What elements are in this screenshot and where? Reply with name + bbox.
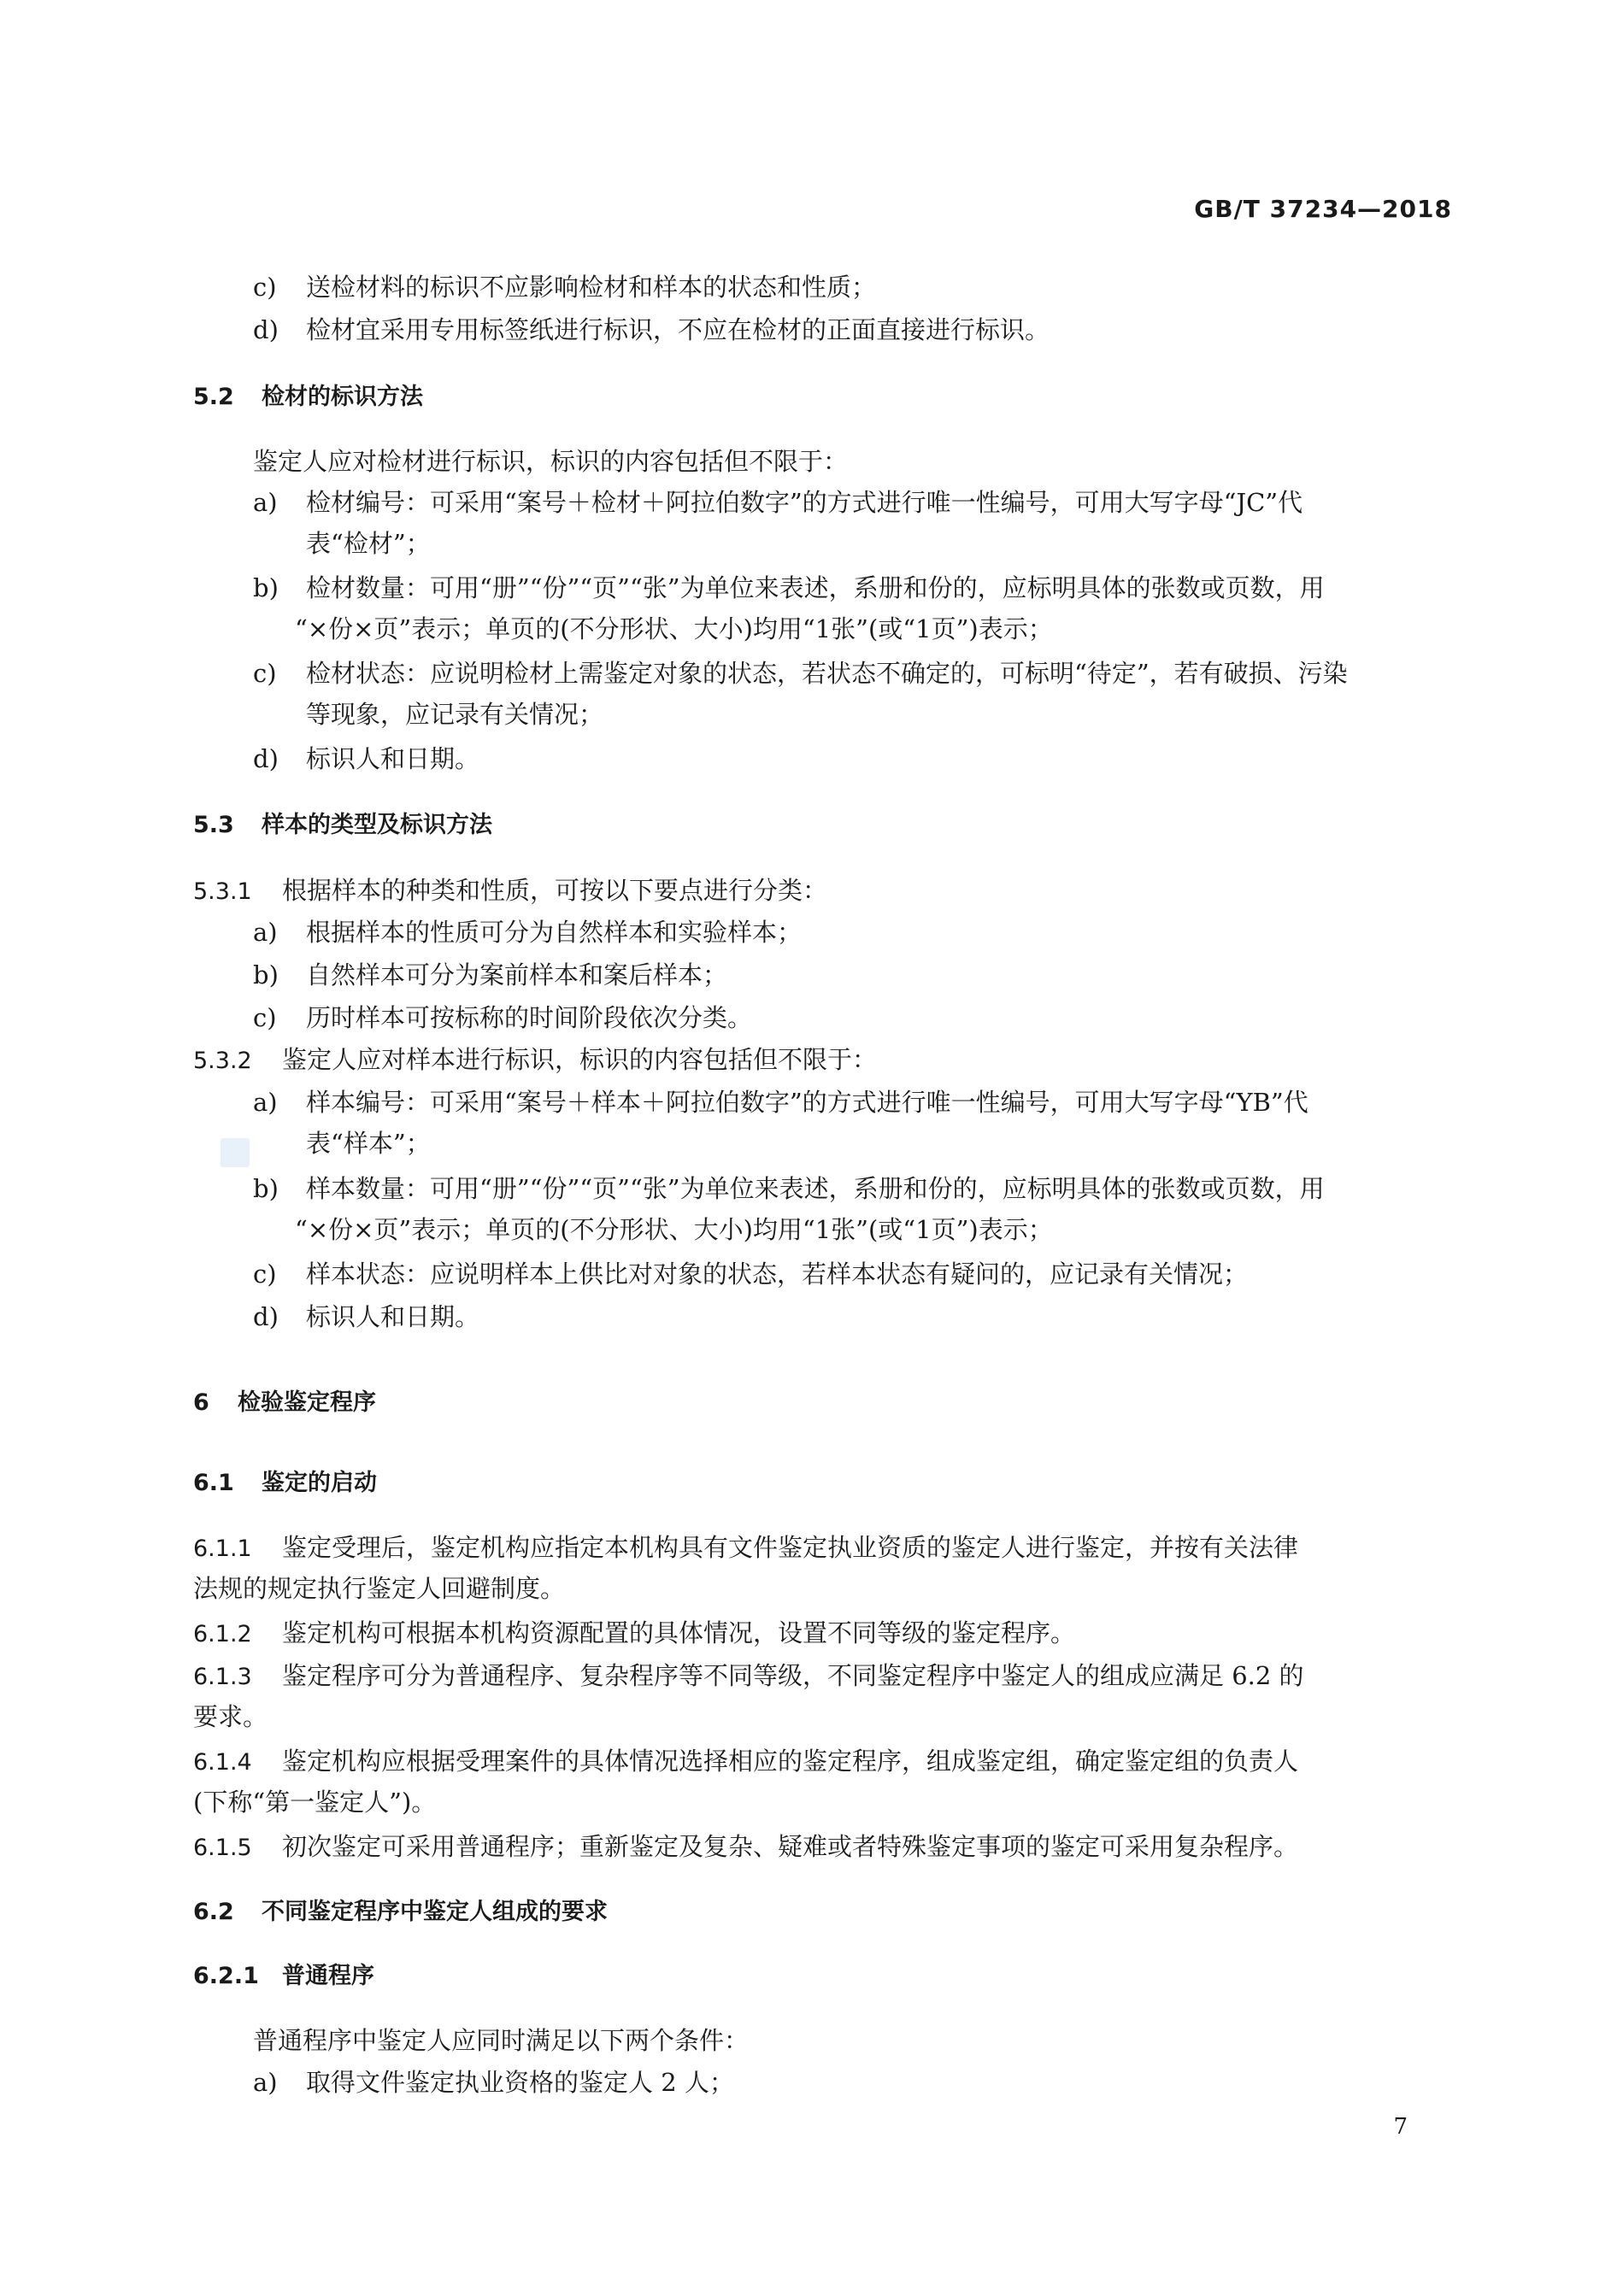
list-item: d) 标识人和日期。 (253, 744, 480, 773)
clause: 6.1.3 鉴定程序可分为普通程序、复杂程序等不同等级，不同鉴定程序中鉴定人的组成应满足 6.2 的 (193, 1661, 1304, 1690)
list-item: c) 送检材料的标识不应影响检材和样本的状态和性质； (253, 273, 877, 302)
list-item: c) 历时样本可按标称的时间阶段依次分类。 (253, 1003, 753, 1032)
list-item: b) 自然样本可分为案前样本和案后样本； (253, 960, 728, 989)
list-item: d) 标识人和日期。 (253, 1302, 480, 1331)
clause: 6.1.4 鉴定机构应根据受理案件的具体情况选择相应的鉴定程序，组成鉴定组，确定鉴定组的负责人 (193, 1747, 1299, 1776)
list-item: a) 根据样本的性质可分为自然样本和实验样本； (253, 918, 803, 947)
clause: 6.1.5 初次鉴定可采用普通程序；重新鉴定及复杂、疑难或者特殊鉴定事项的鉴定可采用复杂程序。 (193, 1832, 1299, 1861)
clause: 5.3.2 鉴定人应对样本进行标识，标识的内容包括但不限于： (193, 1045, 878, 1074)
clause: 5.3.1 根据样本的种类和性质，可按以下要点进行分类： (193, 876, 828, 905)
section-heading: 6.2 不同鉴定程序中鉴定人组成的要求 (193, 1899, 608, 1925)
section-heading: 5.2 检材的标识方法 (193, 384, 423, 410)
section-heading: 6.1 鉴定的启动 (193, 1470, 377, 1496)
list-item: b) 样本数量：可用“册”“份”“页”“张”为单位来表述，系册和份的，应标明具体的张数或页数，用 (253, 1174, 1325, 1203)
subsection-heading: 6.2.1 普通程序 (193, 1963, 374, 1989)
list-item: c) 检材状态：应说明检材上需鉴定对象的状态，若状态不确定的，可标明“待定”，若有破损、污染 (253, 659, 1348, 688)
standard-code: GB/T 37234—2018 (1194, 195, 1452, 223)
paragraph: 普通程序中鉴定人应同时满足以下两个条件： (253, 2026, 750, 2055)
watermark-stamp (221, 1138, 250, 1167)
paragraph: 鉴定人应对检材进行标识，标识的内容包括但不限于： (253, 447, 849, 476)
clause-continuation: (下称“第一鉴定人”)。 (193, 1788, 437, 1817)
section-heading: 5.3 样本的类型及标识方法 (193, 812, 492, 838)
list-item: b) 检材数量：可用“册”“份”“页”“张”为单位来表述，系册和份的，应标明具体的张数或页数，用 (253, 573, 1325, 602)
clause: 6.1.2 鉴定机构可根据本机构资源配置的具体情况，设置不同等级的鉴定程序。 (193, 1618, 1076, 1647)
list-item: a) 样本编号：可采用“案号＋样本＋阿拉伯数字”的方式进行唯一性编号，可用大写字母“YB”代 (253, 1088, 1308, 1117)
list-item-continuation: “×份×页”表示；单页的(不分形状、大小)均用“1张”(或“1页”)表示； (295, 1215, 1053, 1244)
list-item-continuation: 等现象，应记录有关情况； (306, 700, 604, 729)
list-item: d) 检材宜采用专用标签纸进行标识，不应在检材的正面直接进行标识。 (253, 315, 1050, 344)
list-item-continuation: 表“样本”； (306, 1129, 431, 1158)
list-item: a) 检材编号：可采用“案号＋检材＋阿拉伯数字”的方式进行唯一性编号，可用大写字母“JC”代 (253, 488, 1303, 517)
list-item-continuation: “×份×页”表示；单页的(不分形状、大小)均用“1张”(或“1页”)表示； (295, 614, 1053, 643)
list-item-continuation: 表“检材”； (306, 529, 431, 558)
clause-continuation: 要求。 (193, 1702, 268, 1731)
clause: 6.1.1 鉴定受理后，鉴定机构应指定本机构具有文件鉴定执业资质的鉴定人进行鉴定，并按有关法律 (193, 1533, 1299, 1562)
page-number: 7 (1393, 2114, 1408, 2140)
clause-continuation: 法规的规定执行鉴定人回避制度。 (193, 1574, 566, 1603)
chapter-heading: 6 检验鉴定程序 (193, 1389, 376, 1416)
list-item: c) 样本状态：应说明样本上供比对对象的状态，若样本状态有疑问的，应记录有关情况； (253, 1260, 1249, 1289)
list-item: a) 取得文件鉴定执业资格的鉴定人 2 人； (253, 2068, 734, 2097)
